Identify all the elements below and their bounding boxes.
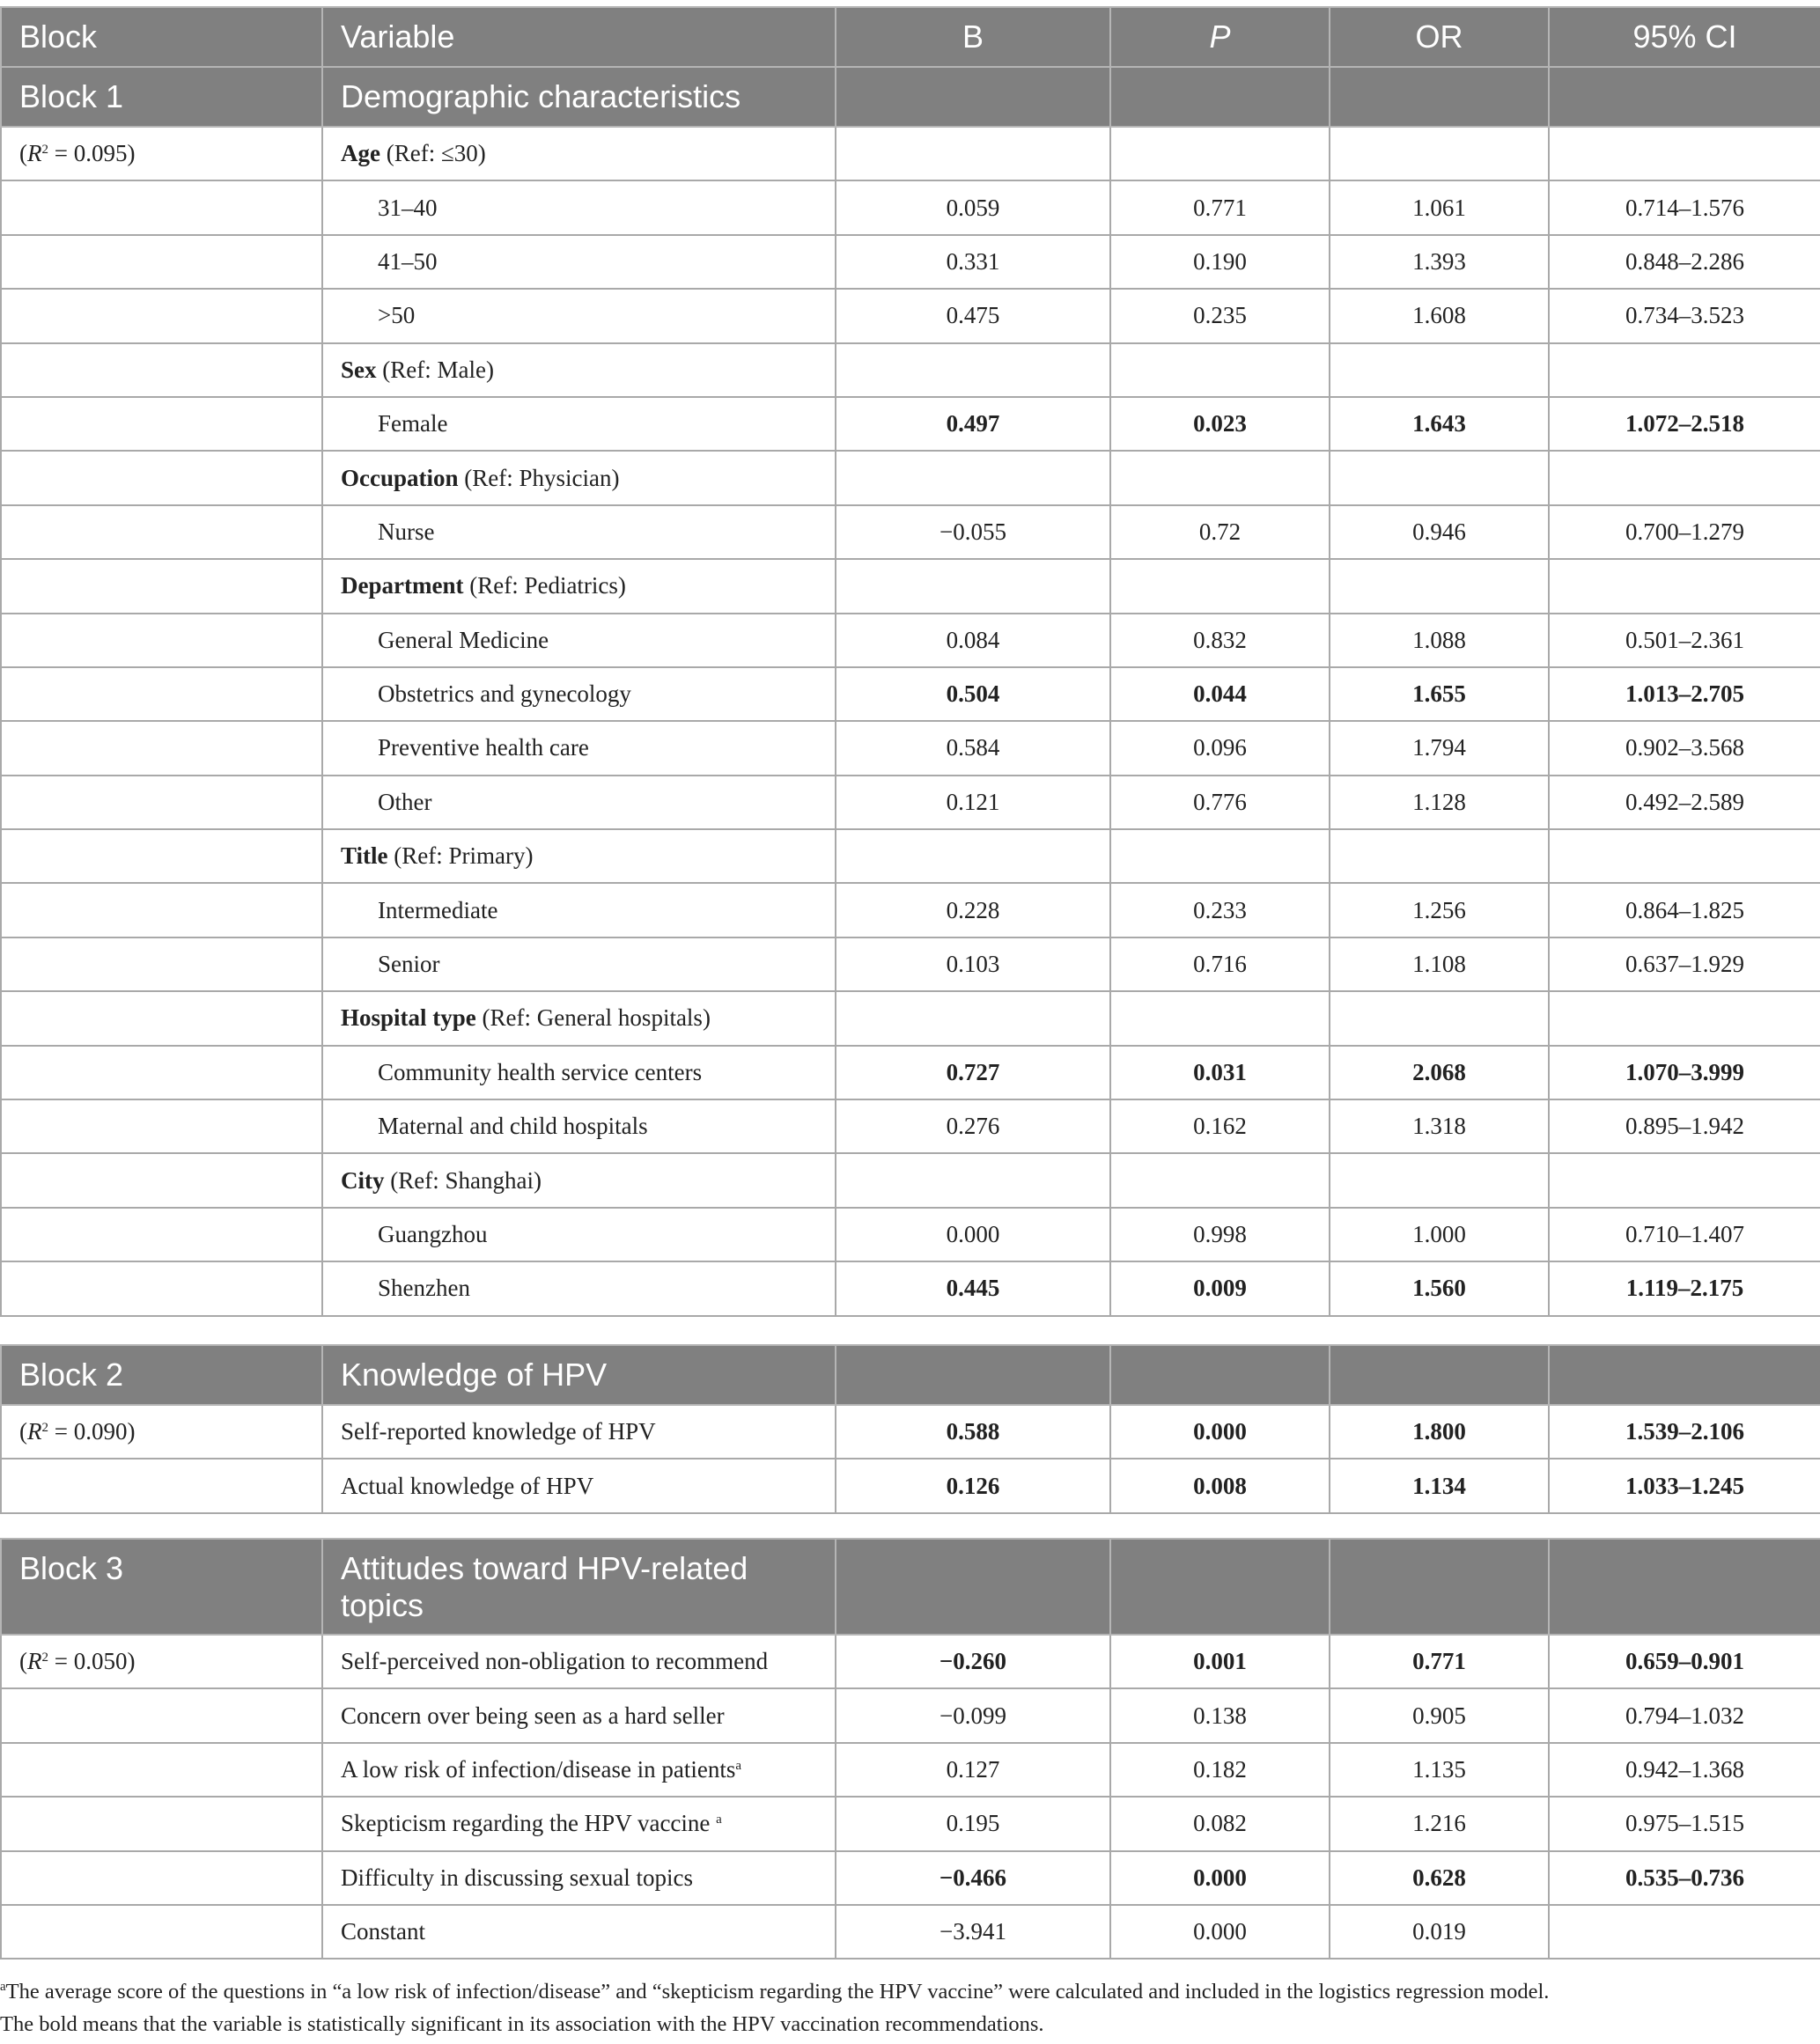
table-row (1, 1743, 1820, 1797)
cell-or: 1.560 (1330, 1261, 1549, 1315)
block-2-table (0, 1344, 1820, 1514)
group-heading: Title (Ref: Primary) (322, 829, 836, 883)
footnote-a: $^a$The average score of the questions in “a low risk of infection/disease” and “skepticism regarding the HPV vaccine” were calculated and included in the logistics regression model. (0, 1980, 1550, 2004)
row-label: Constant (322, 1905, 836, 1959)
cell-p: 0.190 (1110, 235, 1330, 289)
cell-ci: 0.637–1.929 (1549, 937, 1820, 991)
table-row (1, 1046, 1820, 1099)
row-label: Community health service centers (322, 1046, 836, 1099)
cell-ci: 0.492–2.589 (1549, 776, 1820, 829)
table-row (1, 1688, 1820, 1742)
block-label: Block 2 (1, 1345, 322, 1405)
table-row (1, 451, 1820, 504)
cell-or: 2.068 (1330, 1046, 1549, 1099)
cell-or: 1.128 (1330, 776, 1549, 829)
cell-ci (1549, 1905, 1820, 1959)
group-heading: Occupation (Ref: Physician) (322, 451, 836, 504)
table-row (1, 1797, 1820, 1850)
cell-b: 0.121 (836, 776, 1110, 829)
table-row (1, 1261, 1820, 1315)
row-label: Other (322, 776, 836, 829)
cell-b: 0.103 (836, 937, 1110, 991)
cell-or: 1.794 (1330, 721, 1549, 775)
group-heading: Hospital type (Ref: General hospitals) (322, 991, 836, 1045)
cell-or: 1.800 (1330, 1405, 1549, 1459)
cell-ci: 0.895–1.942 (1549, 1099, 1820, 1153)
cell-or: 1.061 (1330, 180, 1549, 234)
cell-p: 0.233 (1110, 883, 1330, 937)
cell-ci: 0.535–0.736 (1549, 1851, 1820, 1905)
row-label: A low risk of infection/disease in patients$^a$ (322, 1743, 836, 1797)
cell-or: 0.905 (1330, 1688, 1549, 1742)
table-row (1, 1153, 1820, 1207)
footnote-bold: The bold means that the variable is statistically significant in its association with the HPV vaccination recommendations. (0, 2012, 1044, 2036)
row-label: Self-perceived non-obligation to recommend (322, 1635, 836, 1688)
cell-p: 0.000 (1110, 1405, 1330, 1459)
cell-or: 1.318 (1330, 1099, 1549, 1153)
cell-p: 0.776 (1110, 776, 1330, 829)
table-row (1, 1208, 1820, 1261)
cell-b: 0.727 (836, 1046, 1110, 1099)
row-label: Skepticism regarding the HPV vaccine $^a$ (322, 1797, 836, 1850)
cell-p: 0.182 (1110, 1743, 1330, 1797)
table-row (1, 343, 1820, 397)
group-heading: Sex (Ref: Male) (322, 343, 836, 397)
cell-or: 1.608 (1330, 289, 1549, 342)
table-row (1, 505, 1820, 559)
cell-b: 0.276 (836, 1099, 1110, 1153)
table-row (1, 1099, 1820, 1153)
cell-b: 0.445 (836, 1261, 1110, 1315)
cell-p: 0.771 (1110, 180, 1330, 234)
column-header-row (1, 7, 1820, 67)
cell-b: −3.941 (836, 1905, 1110, 1959)
cell-ci: 0.734–3.523 (1549, 289, 1820, 342)
table-row (1, 289, 1820, 342)
cell-or: 1.655 (1330, 667, 1549, 721)
cell-b: 0.584 (836, 721, 1110, 775)
table-row (1, 235, 1820, 289)
cell-or: 0.946 (1330, 505, 1549, 559)
cell-b: 0.497 (836, 397, 1110, 451)
cell-ci: 1.013–2.705 (1549, 667, 1820, 721)
cell-ci: 1.033–1.245 (1549, 1459, 1820, 1512)
row-label: Actual knowledge of HPV (322, 1459, 836, 1512)
cell-or: 1.216 (1330, 1797, 1549, 1850)
cell-b: 0.228 (836, 883, 1110, 937)
cell-ci: 0.864–1.825 (1549, 883, 1820, 937)
cell-ci: 0.902–3.568 (1549, 721, 1820, 775)
cell-b: 0.084 (836, 614, 1110, 667)
row-label: Difficulty in discussing sexual topics (322, 1851, 836, 1905)
cell-ci: 1.070–3.999 (1549, 1046, 1820, 1099)
column-header-ci: 95% CI (1549, 7, 1820, 67)
cell-b: 0.588 (836, 1405, 1110, 1459)
r2-value: $(R^2 = 0.095)$ (1, 127, 322, 180)
cell-ci: 0.794–1.032 (1549, 1688, 1820, 1742)
cell-b: −0.260 (836, 1635, 1110, 1688)
column-header-p: P (1110, 7, 1330, 67)
row-label: Nurse (322, 505, 836, 559)
block-1-table (0, 6, 1820, 1317)
cell-p: 0.023 (1110, 397, 1330, 451)
cell-p: 0.998 (1110, 1208, 1330, 1261)
cell-p: 0.000 (1110, 1851, 1330, 1905)
cell-ci: 1.072–2.518 (1549, 397, 1820, 451)
cell-b: 0.504 (836, 667, 1110, 721)
table-row (1, 721, 1820, 775)
table-row (1, 127, 1820, 180)
cell-or: 1.088 (1330, 614, 1549, 667)
block-title: Demographic characteristics (322, 67, 836, 127)
cell-b: 0.475 (836, 289, 1110, 342)
block-3-table (0, 1538, 1820, 1959)
cell-p: 0.716 (1110, 937, 1330, 991)
block-label: Block 1 (1, 67, 322, 127)
r2-value: $(R^2 = 0.090)$ (1, 1405, 322, 1459)
table-row (1, 991, 1820, 1045)
column-header-b: B (836, 7, 1110, 67)
cell-b: 0.195 (836, 1797, 1110, 1850)
table-row (1, 937, 1820, 991)
table-row (1, 559, 1820, 613)
cell-or: 0.019 (1330, 1905, 1549, 1959)
cell-b: 0.331 (836, 235, 1110, 289)
cell-ci: 0.975–1.515 (1549, 1797, 1820, 1850)
cell-ci: 0.710–1.407 (1549, 1208, 1820, 1261)
cell-p: 0.832 (1110, 614, 1330, 667)
cell-ci: 0.848–2.286 (1549, 235, 1820, 289)
column-header-variable: Variable (322, 7, 836, 67)
table-row (1, 180, 1820, 234)
cell-p: 0.72 (1110, 505, 1330, 559)
cell-b: 0.126 (836, 1459, 1110, 1512)
cell-p: 0.009 (1110, 1261, 1330, 1315)
r2-value: $(R^2 = 0.050)$ (1, 1635, 322, 1688)
cell-or: 1.256 (1330, 883, 1549, 937)
row-label: Concern over being seen as a hard seller (322, 1688, 836, 1742)
block-header-row (1, 1345, 1820, 1405)
cell-p: 0.138 (1110, 1688, 1330, 1742)
cell-b: −0.099 (836, 1688, 1110, 1742)
row-label: Intermediate (322, 883, 836, 937)
cell-ci: 1.539–2.106 (1549, 1405, 1820, 1459)
row-label: Obstetrics and gynecology (322, 667, 836, 721)
table-row (1, 1405, 1820, 1459)
cell-ci: 1.119–2.175 (1549, 1261, 1820, 1315)
cell-p: 0.096 (1110, 721, 1330, 775)
block-header-row (1, 1539, 1820, 1635)
cell-ci: 0.942–1.368 (1549, 1743, 1820, 1797)
row-label: Shenzhen (322, 1261, 836, 1315)
row-label: Guangzhou (322, 1208, 836, 1261)
row-label: Self-reported knowledge of HPV (322, 1405, 836, 1459)
table-row (1, 1635, 1820, 1688)
cell-ci: 0.700–1.279 (1549, 505, 1820, 559)
cell-p: 0.001 (1110, 1635, 1330, 1688)
cell-or: 1.000 (1330, 1208, 1549, 1261)
cell-p: 0.008 (1110, 1459, 1330, 1512)
cell-p: 0.031 (1110, 1046, 1330, 1099)
cell-p: 0.162 (1110, 1099, 1330, 1153)
row-label: >50 (322, 289, 836, 342)
cell-p: 0.000 (1110, 1905, 1330, 1959)
cell-p: 0.044 (1110, 667, 1330, 721)
cell-b: 0.127 (836, 1743, 1110, 1797)
cell-p: 0.235 (1110, 289, 1330, 342)
row-label: General Medicine (322, 614, 836, 667)
block-title: Knowledge of HPV (322, 1345, 836, 1405)
cell-or: 1.643 (1330, 397, 1549, 451)
cell-ci: 0.501–2.361 (1549, 614, 1820, 667)
cell-or: 1.134 (1330, 1459, 1549, 1512)
cell-b: 0.000 (836, 1208, 1110, 1261)
table-row (1, 776, 1820, 829)
row-label: Senior (322, 937, 836, 991)
table-row (1, 883, 1820, 937)
row-label: Maternal and child hospitals (322, 1099, 836, 1153)
cell-ci: 0.659–0.901 (1549, 1635, 1820, 1688)
cell-or: 0.771 (1330, 1635, 1549, 1688)
cell-ci: 0.714–1.576 (1549, 180, 1820, 234)
table-row (1, 397, 1820, 451)
table-row (1, 1905, 1820, 1959)
block-label: Block 3 (1, 1539, 322, 1635)
row-label: Preventive health care (322, 721, 836, 775)
cell-b: 0.059 (836, 180, 1110, 234)
group-heading: City (Ref: Shanghai) (322, 1153, 836, 1207)
cell-or: 1.135 (1330, 1743, 1549, 1797)
cell-b: −0.055 (836, 505, 1110, 559)
table-row (1, 1851, 1820, 1905)
table-row (1, 1459, 1820, 1512)
table-row (1, 614, 1820, 667)
cell-or: 1.393 (1330, 235, 1549, 289)
block-title: Attitudes toward HPV-related topics (322, 1539, 836, 1635)
column-header-block: Block (1, 7, 322, 67)
block-header-row (1, 67, 1820, 127)
row-label: Female (322, 397, 836, 451)
row-label: 31–40 (322, 180, 836, 234)
cell-or: 1.108 (1330, 937, 1549, 991)
table-row (1, 667, 1820, 721)
cell-p: 0.082 (1110, 1797, 1330, 1850)
column-header-or: OR (1330, 7, 1549, 67)
group-heading: Age (Ref: ≤30) (322, 127, 836, 180)
table-footnotes (0, 1975, 1820, 2040)
table-row (1, 829, 1820, 883)
cell-b: −0.466 (836, 1851, 1110, 1905)
row-label: 41–50 (322, 235, 836, 289)
cell-or: 0.628 (1330, 1851, 1549, 1905)
group-heading: Department (Ref: Pediatrics) (322, 559, 836, 613)
